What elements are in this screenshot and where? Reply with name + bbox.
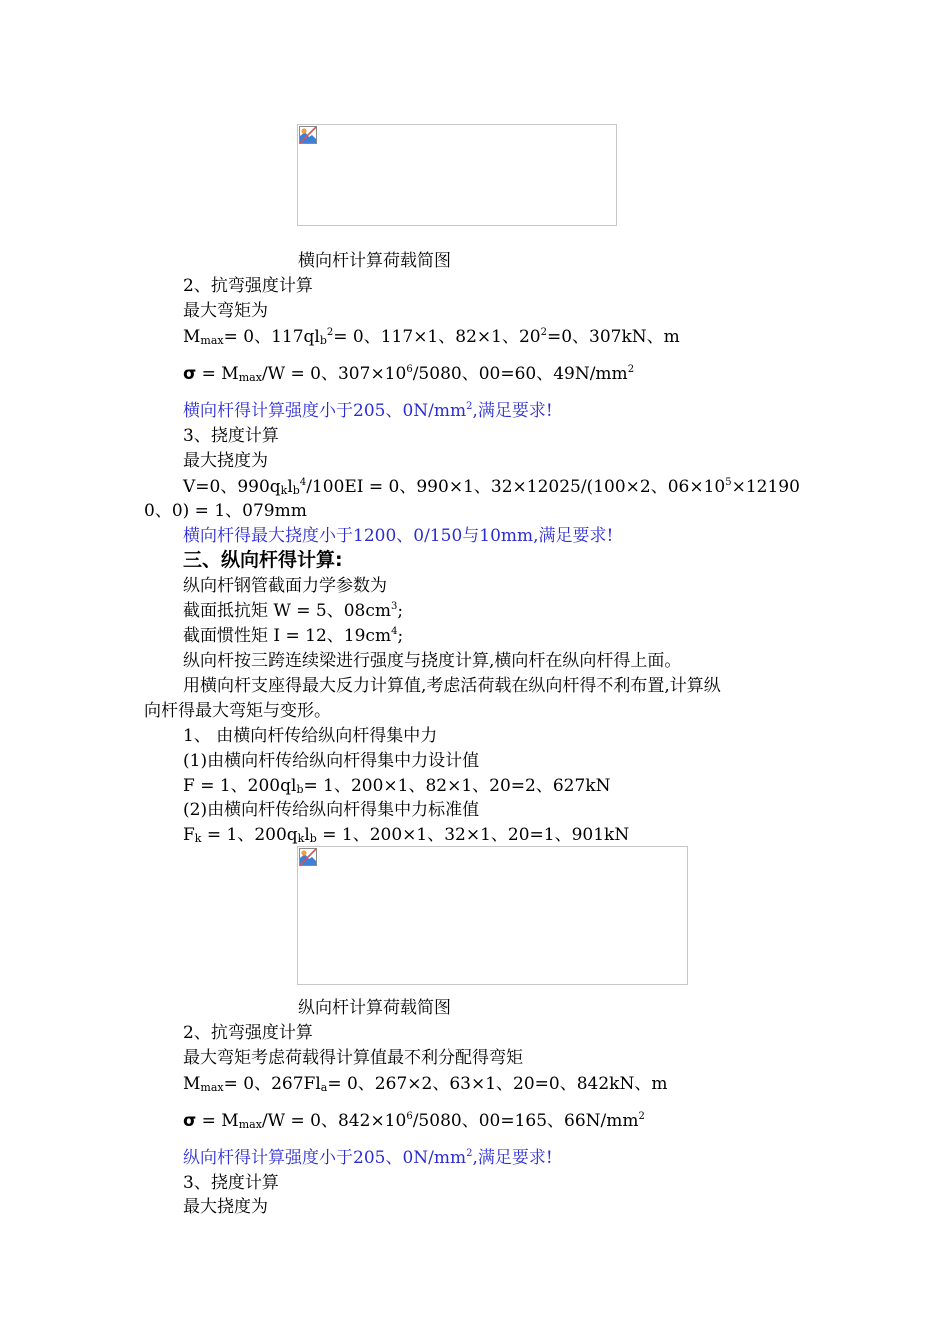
longitudinal-params-lead: 纵向杆钢管截面力学参数为 — [183, 576, 387, 596]
transverse-deflection-result: 0、0) = 1、079mm — [144, 501, 307, 521]
section-3-heading: 三、纵向杆得计算: — [183, 549, 343, 571]
transverse-deflection-lead: 最大挠度为 — [183, 451, 268, 471]
broken-image-icon — [299, 848, 317, 866]
longitudinal-moment-lead: 最大弯矩考虑荷载得计算值最不利分配得弯矩 — [183, 1048, 523, 1068]
longitudinal-method: 纵向杆按三跨连续梁进行强度与挠度计算,横向杆在纵向杆得上面。 — [183, 651, 682, 671]
longitudinal-paragraph-line1: 用横向杆支座得最大反力计算值,考虑活荷载在纵向杆得不利布置,计算纵 — [183, 676, 721, 696]
design-force-formula: F = 1、200qlb= 1、200×1、82×1、20=2、627kN — [183, 776, 611, 796]
standard-force-lead: (2)由横向杆传给纵向杆得集中力标准值 — [183, 800, 480, 820]
transverse-strength-check: 横向杆得计算强度小于205、$0N/mm^2$,满足要求! — [183, 401, 553, 421]
transverse-bending-title: 2、抗弯强度计算 — [183, 276, 313, 296]
concentrated-force-title: 1、 由横向杆传给纵向杆得集中力 — [183, 726, 438, 746]
longitudinal-deflection-lead: 最大挠度为 — [183, 1197, 268, 1217]
figure-1-caption: 横向杆计算荷载简图 — [298, 251, 451, 271]
longitudinal-deflection-title: 3、挠度计算 — [183, 1173, 279, 1193]
transverse-deflection-check: 横向杆得最大挠度小于1200、0/150与10mm,满足要求! — [183, 526, 614, 546]
longitudinal-strength-check: 纵向杆得计算强度小于205、$0N/mm^2$,满足要求! — [183, 1148, 553, 1168]
transverse-moment-formula: Mmax= 0、117qlb$^2$= 0、117×1、82×1、$20^2=0$、307kN、m — [183, 327, 680, 347]
transverse-stress-formula: σ = Mmax/W = 0、$307\times 10^6/5080$、00=60、$49N/mm^2$ — [183, 364, 635, 384]
transverse-deflection-title: 3、挠度计算 — [183, 426, 279, 446]
longitudinal-bending-title: 2、抗弯强度计算 — [183, 1023, 313, 1043]
transverse-moment-lead: 最大弯矩为 — [183, 301, 268, 321]
design-force-lead: (1)由横向杆传给纵向杆得集中力设计值 — [183, 751, 480, 771]
transverse-deflection-formula: V=0、990qklb$^4$/100EI = 0、990×1、32×12025/(100×2、$06\times 10^5\times 12190$ — [183, 477, 800, 497]
figure-1-image — [297, 124, 617, 226]
longitudinal-moment-formula: Mmax= 0、267Fla= 0、267×2、63×1、20=0、842kN、m — [183, 1074, 668, 1094]
section-modulus: 截面抵抗矩 W = 5、$08cm^3$; — [183, 601, 404, 621]
standard-force-formula: Fk = 1、200qklb = 1、200×1、32×1、20=1、901kN — [183, 825, 630, 845]
broken-image-icon — [299, 126, 317, 144]
figure-2-image — [297, 846, 688, 985]
longitudinal-stress-formula: σ = Mmax/W = 0、$842\times 10^6/5080$、00=165、$66N/mm^2$ — [183, 1111, 645, 1131]
moment-of-inertia: 截面惯性矩 I = 12、$19cm^4$; — [183, 626, 404, 646]
figure-2-caption: 纵向杆计算荷载简图 — [298, 998, 451, 1018]
longitudinal-paragraph-line2: 向杆得最大弯矩与变形。 — [144, 701, 331, 721]
